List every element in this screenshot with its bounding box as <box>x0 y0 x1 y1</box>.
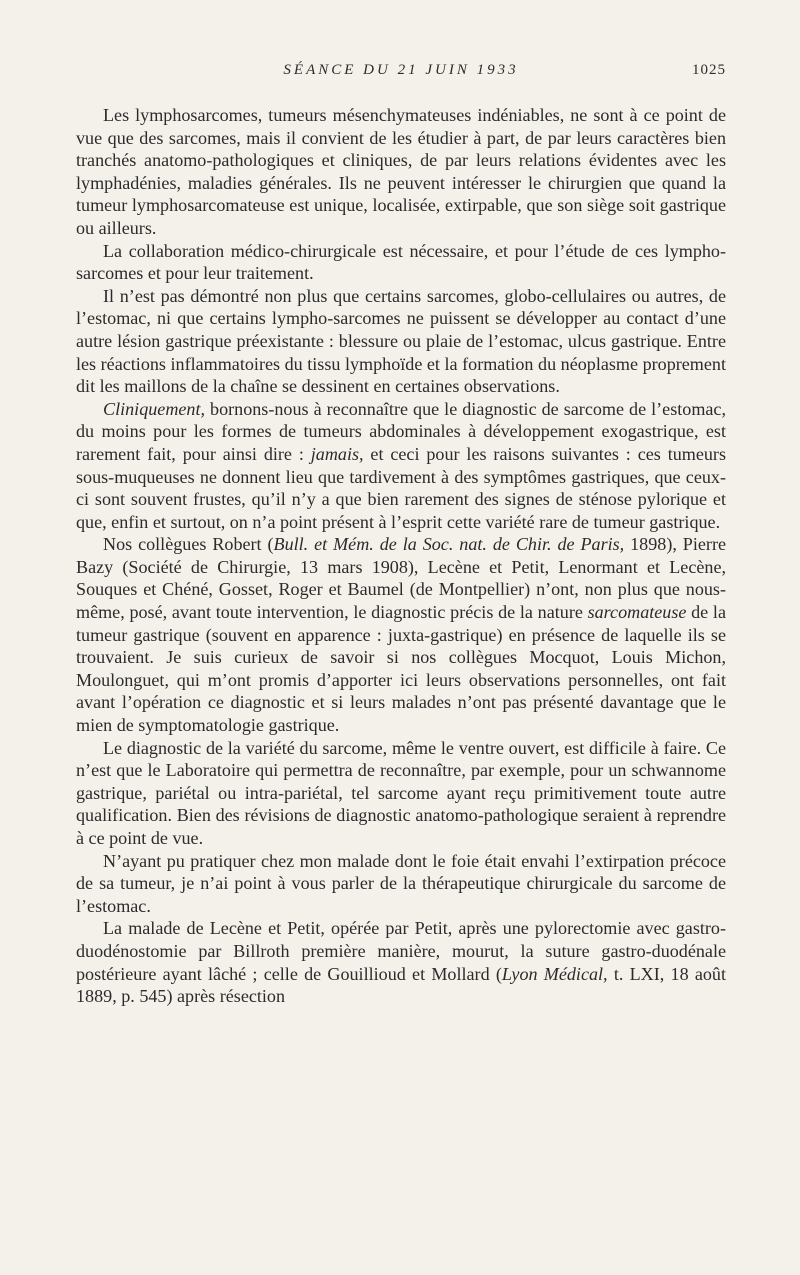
paragraph-variete <box>76 737 726 850</box>
text-segment: N’ayant pu pratiquer chez mon malade dont le foie était envahi l’extirpation précoce de sa tumeur, je n’ai point à vous parler de la thérapeutique chirurgicale du sarcome de l’estomac. <box>76 850 726 916</box>
text-segment: t. LXI, 18 août 1889, p. 545) après résection <box>76 963 726 1007</box>
text-segment: de la tumeur gastrique (souvent en apparence : juxta-gastrique) en présence de laquelle ils se trouvaient. Je suis curieux de savoir si nos collègues Mocquot, Louis Michon, Moulonguet, qui m’ont promis d’apporter ici leurs observations personnelles, ont fait avant l’opération ce diagnostic et si leurs malades n’ont pas présenté davantage que le mien de symptomatologie gastrique. <box>76 602 726 736</box>
citation-italic: Lyon Médical, <box>501 963 608 984</box>
paragraph-cliniquement <box>76 398 726 534</box>
text-segment: La collaboration médico-chirurgicale est nécessaire, et pour l’étude de ces lympho-sarcomes et pour leur traitement. <box>76 240 726 284</box>
paragraph-extirpation <box>76 850 726 918</box>
text-segment: Les lymphosarcomes, tumeurs mésenchymateuses indéniables, ne sont à ce point de vue que des sarcomes, mais il convient de les étudier à part, de par leurs caractères bien tranchés anatomo-pathologiques et cliniques, de par leurs relations évidentes avec les lymphadénies, maladies générales. Ils ne peuvent intéresser le chirurgien que quand la tumeur lymphosarcomateuse est unique, localisée, extirpable, que son siège soit gastrique ou ailleurs. <box>76 105 726 238</box>
page-number: 1025 <box>692 62 726 78</box>
text-segment: bornons-nous à reconnaître que le diagnostic de sarcome de l’estomac, du moins pour les formes de tumeurs abdominales à développement exogastrique, est rarement fait, pour ainsi dire : <box>76 398 726 464</box>
text-segment-italic: sarcomateuse <box>587 602 687 623</box>
paragraph-lecene-petit <box>76 917 726 1007</box>
paragraph-collegues <box>76 533 726 736</box>
body-text <box>76 104 726 1008</box>
paragraph-lymphosarcomes <box>76 104 726 240</box>
paragraph-demontre <box>76 285 726 398</box>
text-segment: Le diagnostic de la variété du sarcome, même le ventre ouvert, est difficile à faire. Ce n’est que le Laboratoire qui permettra de reconnaître, par exemple, pour un schwannome gastrique, pariétal ou intra-pariétal, tel sarcome ayant reçu primitivement toute autre qualification. Bien des révisions de diagnostic anatomo-pathologique seraient à reprendre à ce point de vue. <box>76 737 726 848</box>
running-title: SÉANCE DU 21 JUIN 1933 <box>283 62 519 78</box>
text-segment: 1898), Pierre Bazy (Société de Chirurgie, 13 mars 1908), Lecène et Petit, Lenormant et Lecène, Souques et Chéné, Gosset, Roger et Baumel (de Montpellier) n’ont, non plus que nous-même, posé, avant toute intervention, le diagnostic précis de la nature <box>76 534 727 623</box>
running-head <box>76 62 726 84</box>
text-segment: Nos collègues Robert ( <box>103 534 274 555</box>
text-segment: Il n’est pas démontré non plus que certains sarcomes, globo-cellulaires ou autres, de l’estomac, ni que certains lympho-sarcomes ne puissent se développer au contact d’une autre lésion gastrique préexistante : blessure ou plaie de l’estomac, ulcus gastrique. Entre les réactions inflammatoires du tissu lymphoïde et la formation du néoplasme proprement dit les maillons de la chaîne se dessinent en certaines observations. <box>76 285 726 397</box>
text-segment: La malade de Lecène et Petit, opérée par Petit, après une pylorectomie avec gastro-duodénostomie par Billroth première manière, mourut, la suture gastro-duodénale postérieure ayant lâché ; celle de Gouillioud et Mollard ( <box>76 918 726 984</box>
text-segment: et ceci pour les raisons suivantes : ces tumeurs sous-muqueuses ne donnent lieu que tardivement à des symptômes gastriques, que ceux-ci sont souvent frustes, qu’il n’y a que bien rarement des signes de sténose pylorique et que, enfin et surtout, on n’a point présent à l’esprit cette variété rare de tumeur gastrique. <box>76 443 726 532</box>
paragraph-collaboration <box>76 240 726 285</box>
text-segment-italic: jamais, <box>310 443 364 464</box>
text-segment-italic: Cliniquement, <box>103 398 206 419</box>
citation-italic: Bull. et Mém. de la Soc. nat. de Chir. de Paris, <box>273 534 625 555</box>
